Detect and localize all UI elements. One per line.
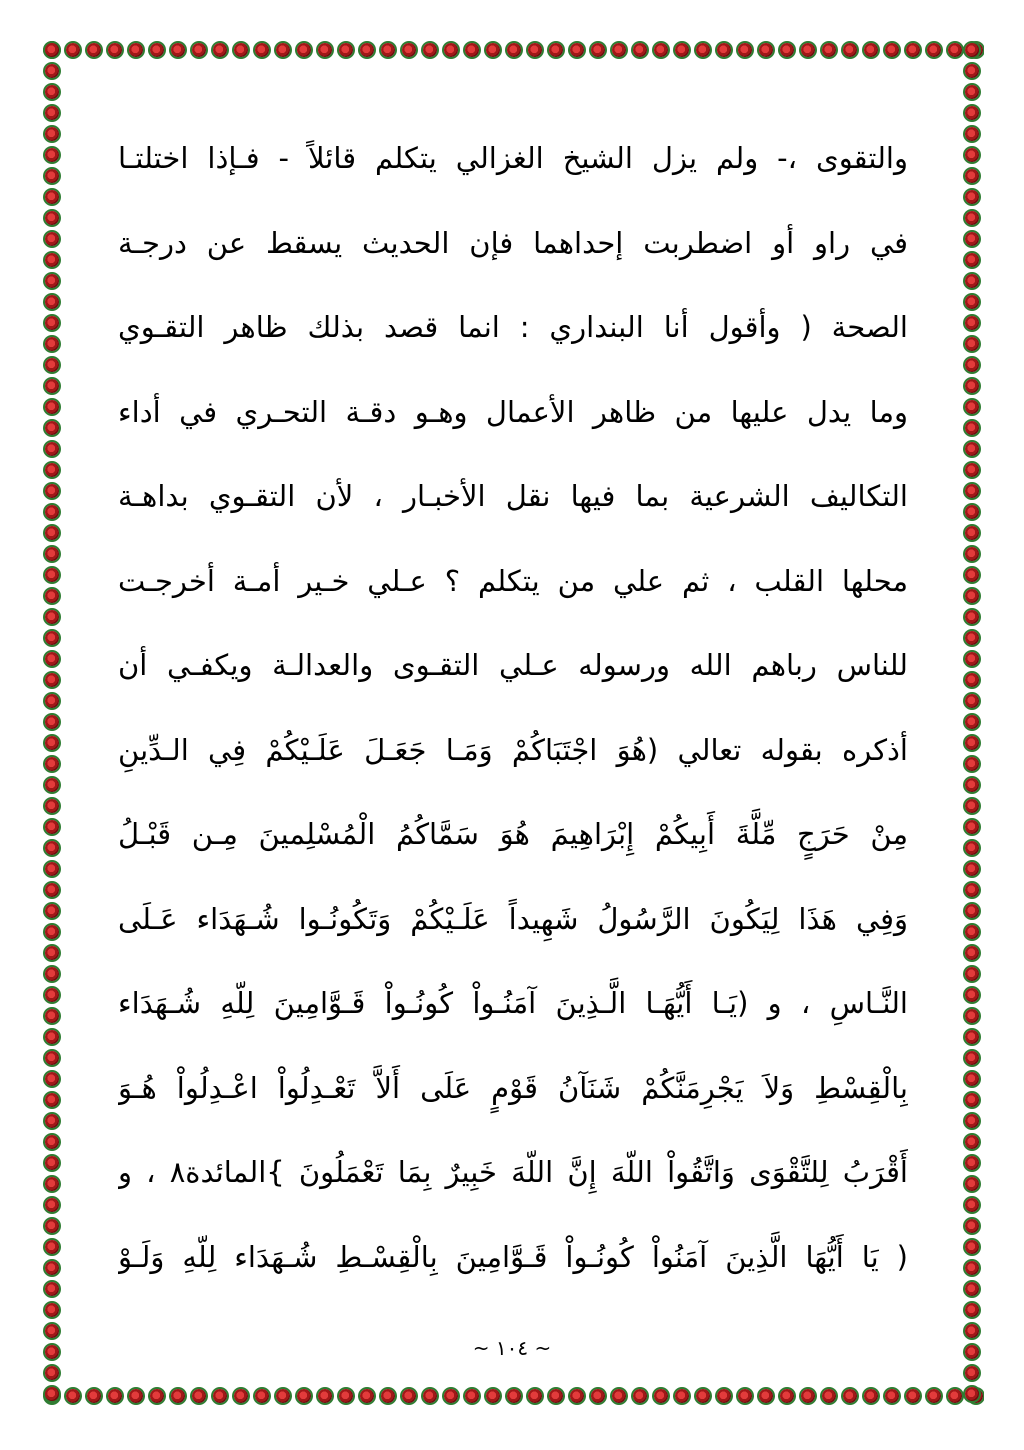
flower-ornament-icon [45, 526, 59, 540]
flower-ornament-icon [45, 1072, 59, 1086]
flower-ornament-icon [965, 1261, 979, 1275]
border-left [40, 38, 64, 1408]
flower-ornament-icon [612, 43, 626, 57]
flower-ornament-icon [965, 1072, 979, 1086]
flower-ornament-icon [965, 316, 979, 330]
flower-ornament-icon [591, 43, 605, 57]
flower-ornament-icon [45, 295, 59, 309]
flower-ornament-icon [965, 106, 979, 120]
page-body [118, 128, 908, 1311]
flower-ornament-icon [965, 169, 979, 183]
flower-ornament-icon [45, 799, 59, 813]
flower-ornament-icon [45, 190, 59, 204]
flower-ornament-icon [45, 484, 59, 498]
flower-ornament-icon [234, 43, 248, 57]
flower-ornament-icon [45, 1135, 59, 1149]
flower-ornament-icon [45, 1219, 59, 1233]
flower-ornament-icon [965, 988, 979, 1002]
flower-ornament-icon [965, 1156, 979, 1170]
border-right [960, 38, 984, 1408]
flower-ornament-icon [423, 43, 437, 57]
flower-ornament-icon [717, 1389, 731, 1403]
flower-ornament-icon [45, 421, 59, 435]
flower-ornament-icon [87, 43, 101, 57]
flower-ornament-icon [549, 1389, 563, 1403]
flower-ornament-icon [108, 43, 122, 57]
flower-ornament-icon [402, 1389, 416, 1403]
flower-ornament-icon [591, 1389, 605, 1403]
flower-ornament-icon [738, 1389, 752, 1403]
flower-ornament-icon [45, 211, 59, 225]
flower-ornament-icon [45, 253, 59, 267]
flower-ornament-icon [780, 43, 794, 57]
flower-ornament-icon [965, 505, 979, 519]
flower-ornament-icon [965, 274, 979, 288]
flower-ornament-icon [45, 1303, 59, 1317]
flower-ornament-icon [570, 1389, 584, 1403]
flower-ornament-icon [965, 967, 979, 981]
flower-ornament-icon [486, 43, 500, 57]
flower-ornament-icon [965, 694, 979, 708]
flower-ornament-icon [965, 673, 979, 687]
flower-ornament-icon [45, 400, 59, 414]
flower-ornament-icon [965, 1177, 979, 1191]
flower-ornament-icon [965, 1387, 979, 1401]
flower-ornament-icon [633, 1389, 647, 1403]
flower-ornament-icon [654, 1389, 668, 1403]
flower-ornament-icon [801, 43, 815, 57]
flower-ornament-icon [45, 505, 59, 519]
flower-ornament-icon [45, 316, 59, 330]
flower-ornament-icon [965, 295, 979, 309]
flower-ornament-icon [822, 1389, 836, 1403]
page-number: ~ ١٠٤ ~ [472, 1336, 552, 1360]
flower-ornament-icon [675, 43, 689, 57]
flower-ornament-icon [965, 778, 979, 792]
flower-ornament-icon [965, 232, 979, 246]
flower-ornament-icon [108, 1389, 122, 1403]
flower-ornament-icon [549, 43, 563, 57]
flower-ornament-icon [570, 43, 584, 57]
text-line: مِنْ حَرَجٍ مِّلَّةَ أَبِيكُمْ إِبْرَاهِيمَ هُوَ سَمَّاكُمُ الْمُسْلِمينَ مِـن قَبْـلُ [118, 817, 908, 851]
flower-ornament-icon [965, 925, 979, 939]
flower-ornament-icon [759, 43, 773, 57]
flower-ornament-icon [45, 715, 59, 729]
flower-ornament-icon [381, 1389, 395, 1403]
text-line: أذكره بقوله تعالي (هُوَ اجْتَبَاكُمْ وَمَـا جَعَـلَ عَلَـيْكُمْ فِي الـدِّينِ [118, 732, 908, 767]
flower-ornament-icon [965, 400, 979, 414]
flower-ornament-icon [192, 43, 206, 57]
flower-ornament-icon [843, 1389, 857, 1403]
flower-ornament-icon [885, 43, 899, 57]
flower-ornament-icon [965, 1198, 979, 1212]
flower-ornament-icon [696, 1389, 710, 1403]
flower-ornament-icon [171, 1389, 185, 1403]
flower-ornament-icon [927, 1389, 941, 1403]
flower-ornament-icon [864, 43, 878, 57]
flower-ornament-icon [45, 232, 59, 246]
flower-ornament-icon [45, 610, 59, 624]
flower-ornament-icon [528, 43, 542, 57]
text-line: النَّـاسِ ، و (يَـا أَيُّهَـا الَّـذِينَ آمَنُـواْ كُونُـواْ قَـوَّامِينَ لِلّهِ شُـهَدَاء [118, 986, 908, 1020]
flower-ornament-icon [654, 43, 668, 57]
text-line: التكاليف الشرعية بما فيها نقل الأخبـار ، لأن التقـوي بداهـة [118, 479, 908, 513]
flower-ornament-icon [45, 148, 59, 162]
flower-ornament-icon [45, 1009, 59, 1023]
flower-ornament-icon [45, 337, 59, 351]
text-line: الصحة ( وأقول أنا البنداري : انما قصد بذلك ظاهر التقـوي [118, 310, 908, 344]
flower-ornament-icon [822, 43, 836, 57]
flower-ornament-icon [759, 1389, 773, 1403]
flower-ornament-icon [318, 1389, 332, 1403]
flower-ornament-icon [318, 43, 332, 57]
flower-ornament-icon [696, 43, 710, 57]
flower-ornament-icon [465, 43, 479, 57]
flower-ornament-icon [965, 841, 979, 855]
flower-ornament-icon [402, 43, 416, 57]
flower-ornament-icon [45, 106, 59, 120]
text-line: محلها القلب ، ثم علي من يتكلم ؟ عـلي خـير أمـة أخرجـت [118, 563, 908, 598]
flower-ornament-icon [45, 946, 59, 960]
flower-ornament-icon [45, 358, 59, 372]
flower-ornament-icon [234, 1389, 248, 1403]
flower-ornament-icon [297, 1389, 311, 1403]
flower-ornament-icon [965, 820, 979, 834]
flower-ornament-icon [45, 442, 59, 456]
flower-ornament-icon [45, 1240, 59, 1254]
text-line: للناس رباهم الله ورسوله عـلي التقـوى والعدالـة ويكفـي أن [118, 648, 908, 682]
flower-ornament-icon [965, 946, 979, 960]
flower-ornament-icon [45, 568, 59, 582]
flower-ornament-icon [965, 736, 979, 750]
flower-ornament-icon [965, 610, 979, 624]
flower-ornament-icon [45, 631, 59, 645]
border-top [40, 38, 984, 62]
flower-ornament-icon [885, 1389, 899, 1403]
flower-ornament-icon [45, 463, 59, 477]
flower-ornament-icon [906, 43, 920, 57]
flower-ornament-icon [423, 1389, 437, 1403]
flower-ornament-icon [507, 1389, 521, 1403]
flower-ornament-icon [965, 757, 979, 771]
flower-ornament-icon [965, 1051, 979, 1065]
flower-ornament-icon [906, 1389, 920, 1403]
flower-ornament-icon [965, 190, 979, 204]
flower-ornament-icon [675, 1389, 689, 1403]
flower-ornament-icon [213, 1389, 227, 1403]
flower-ornament-icon [45, 1366, 59, 1380]
text-line: بِالْقِسْطِ وَلاَ يَجْرِمَنَّكُمْ شَنَآنُ قَوْمٍ عَلَى أَلاَّ تَعْـدِلُواْ اعْـدِلُواْ هُـوَ [118, 1070, 908, 1105]
flower-ornament-icon [45, 736, 59, 750]
flower-ornament-icon [965, 589, 979, 603]
flower-ornament-icon [45, 379, 59, 393]
flower-ornament-icon [45, 43, 59, 57]
flower-ornament-icon [171, 43, 185, 57]
flower-ornament-icon [965, 64, 979, 78]
flower-ornament-icon [965, 1093, 979, 1107]
text-line: وما يدل عليها من ظاهر الأعمال وهـو دقـة التحـري في أداء [118, 394, 908, 429]
flower-ornament-icon [444, 1389, 458, 1403]
flower-ornament-icon [927, 43, 941, 57]
flower-ornament-icon [45, 1282, 59, 1296]
flower-ornament-icon [965, 1030, 979, 1044]
flower-ornament-icon [66, 1389, 80, 1403]
flower-ornament-icon [965, 526, 979, 540]
flower-ornament-icon [45, 1387, 59, 1401]
flower-ornament-icon [66, 43, 80, 57]
flower-ornament-icon [843, 43, 857, 57]
flower-ornament-icon [717, 43, 731, 57]
flower-ornament-icon [965, 148, 979, 162]
flower-ornament-icon [276, 43, 290, 57]
flower-ornament-icon [965, 484, 979, 498]
flower-ornament-icon [965, 1009, 979, 1023]
text-line: في راو أو اضطربت إحداهما فإن الحديث يسقط عن درجـة [118, 225, 908, 260]
flower-ornament-icon [965, 1219, 979, 1233]
flower-ornament-icon [45, 1093, 59, 1107]
flower-ornament-icon [965, 1240, 979, 1254]
flower-ornament-icon [965, 85, 979, 99]
flower-ornament-icon [297, 43, 311, 57]
flower-ornament-icon [965, 421, 979, 435]
flower-ornament-icon [150, 43, 164, 57]
flower-ornament-icon [360, 1389, 374, 1403]
flower-ornament-icon [801, 1389, 815, 1403]
flower-ornament-icon [965, 904, 979, 918]
text-line: ( يَا أَيُّهَا الَّذِينَ آمَنُواْ كُونُـواْ قَـوَّامِينَ بِالْقِسْـطِ شُـهَدَاء لِلّهِ وَلَـوْ [118, 1239, 908, 1274]
flower-ornament-icon [965, 1303, 979, 1317]
flower-ornament-icon [45, 673, 59, 687]
flower-ornament-icon [150, 1389, 164, 1403]
flower-ornament-icon [965, 862, 979, 876]
flower-ornament-icon [45, 274, 59, 288]
flower-ornament-icon [612, 1389, 626, 1403]
flower-ornament-icon [213, 43, 227, 57]
flower-ornament-icon [45, 988, 59, 1002]
flower-ornament-icon [45, 694, 59, 708]
flower-ornament-icon [339, 1389, 353, 1403]
flower-ornament-icon [864, 1389, 878, 1403]
flower-ornament-icon [486, 1389, 500, 1403]
flower-ornament-icon [965, 799, 979, 813]
flower-ornament-icon [45, 820, 59, 834]
flower-ornament-icon [965, 127, 979, 141]
flower-ornament-icon [129, 43, 143, 57]
flower-ornament-icon [45, 1156, 59, 1170]
flower-ornament-icon [965, 211, 979, 225]
flower-ornament-icon [45, 64, 59, 78]
flower-ornament-icon [738, 43, 752, 57]
flower-ornament-icon [965, 463, 979, 477]
flower-ornament-icon [965, 1366, 979, 1380]
flower-ornament-icon [965, 337, 979, 351]
flower-ornament-icon [45, 1198, 59, 1212]
flower-ornament-icon [965, 1114, 979, 1128]
flower-ornament-icon [45, 169, 59, 183]
flower-ornament-icon [45, 1030, 59, 1044]
flower-ornament-icon [45, 1114, 59, 1128]
flower-ornament-icon [45, 85, 59, 99]
flower-ornament-icon [633, 43, 647, 57]
flower-ornament-icon [45, 778, 59, 792]
flower-ornament-icon [965, 1282, 979, 1296]
flower-ornament-icon [45, 652, 59, 666]
flower-ornament-icon [45, 862, 59, 876]
text-line: والتقوى ،- ولم يزل الشيخ الغزالي يتكلم قائلاً - فـإذا اختلتـا [118, 141, 908, 175]
flower-ornament-icon [360, 43, 374, 57]
flower-ornament-icon [255, 1389, 269, 1403]
flower-ornament-icon [465, 1389, 479, 1403]
flower-ornament-icon [965, 358, 979, 372]
flower-ornament-icon [965, 1135, 979, 1149]
flower-ornament-icon [965, 43, 979, 57]
flower-ornament-icon [87, 1389, 101, 1403]
flower-ornament-icon [965, 568, 979, 582]
flower-ornament-icon [780, 1389, 794, 1403]
flower-ornament-icon [528, 1389, 542, 1403]
flower-ornament-icon [444, 43, 458, 57]
flower-ornament-icon [507, 43, 521, 57]
flower-ornament-icon [45, 757, 59, 771]
flower-ornament-icon [965, 547, 979, 561]
flower-ornament-icon [45, 1051, 59, 1065]
flower-ornament-icon [45, 127, 59, 141]
flower-ornament-icon [45, 925, 59, 939]
flower-ornament-icon [965, 379, 979, 393]
flower-ornament-icon [965, 253, 979, 267]
flower-ornament-icon [255, 43, 269, 57]
flower-ornament-icon [45, 547, 59, 561]
flower-ornament-icon [45, 883, 59, 897]
flower-ornament-icon [45, 1261, 59, 1275]
flower-ornament-icon [45, 967, 59, 981]
flower-ornament-icon [192, 1389, 206, 1403]
flower-ornament-icon [45, 904, 59, 918]
flower-ornament-icon [965, 652, 979, 666]
flower-ornament-icon [339, 43, 353, 57]
flower-ornament-icon [965, 442, 979, 456]
flower-ornament-icon [965, 715, 979, 729]
flower-ornament-icon [45, 589, 59, 603]
flower-ornament-icon [381, 43, 395, 57]
text-line: أَقْرَبُ لِلتَّقْوَى وَاتَّقُواْ اللّهَ إِنَّ اللّهَ خَبِيرٌ بِمَا تَعْمَلُونَ }المائدة٨ ، و [118, 1155, 908, 1189]
flower-ornament-icon [965, 631, 979, 645]
flower-ornament-icon [45, 1177, 59, 1191]
flower-ornament-icon [276, 1389, 290, 1403]
flower-ornament-icon [45, 841, 59, 855]
flower-ornament-icon [965, 883, 979, 897]
flower-ornament-icon [129, 1389, 143, 1403]
text-line: وَفِي هَذَا لِيَكُونَ الرَّسُولُ شَهِيداً عَلَـيْكُمْ وَتَكُونُـوا شُـهَدَاء عَـلَى [118, 901, 908, 936]
border-bottom [40, 1384, 984, 1408]
